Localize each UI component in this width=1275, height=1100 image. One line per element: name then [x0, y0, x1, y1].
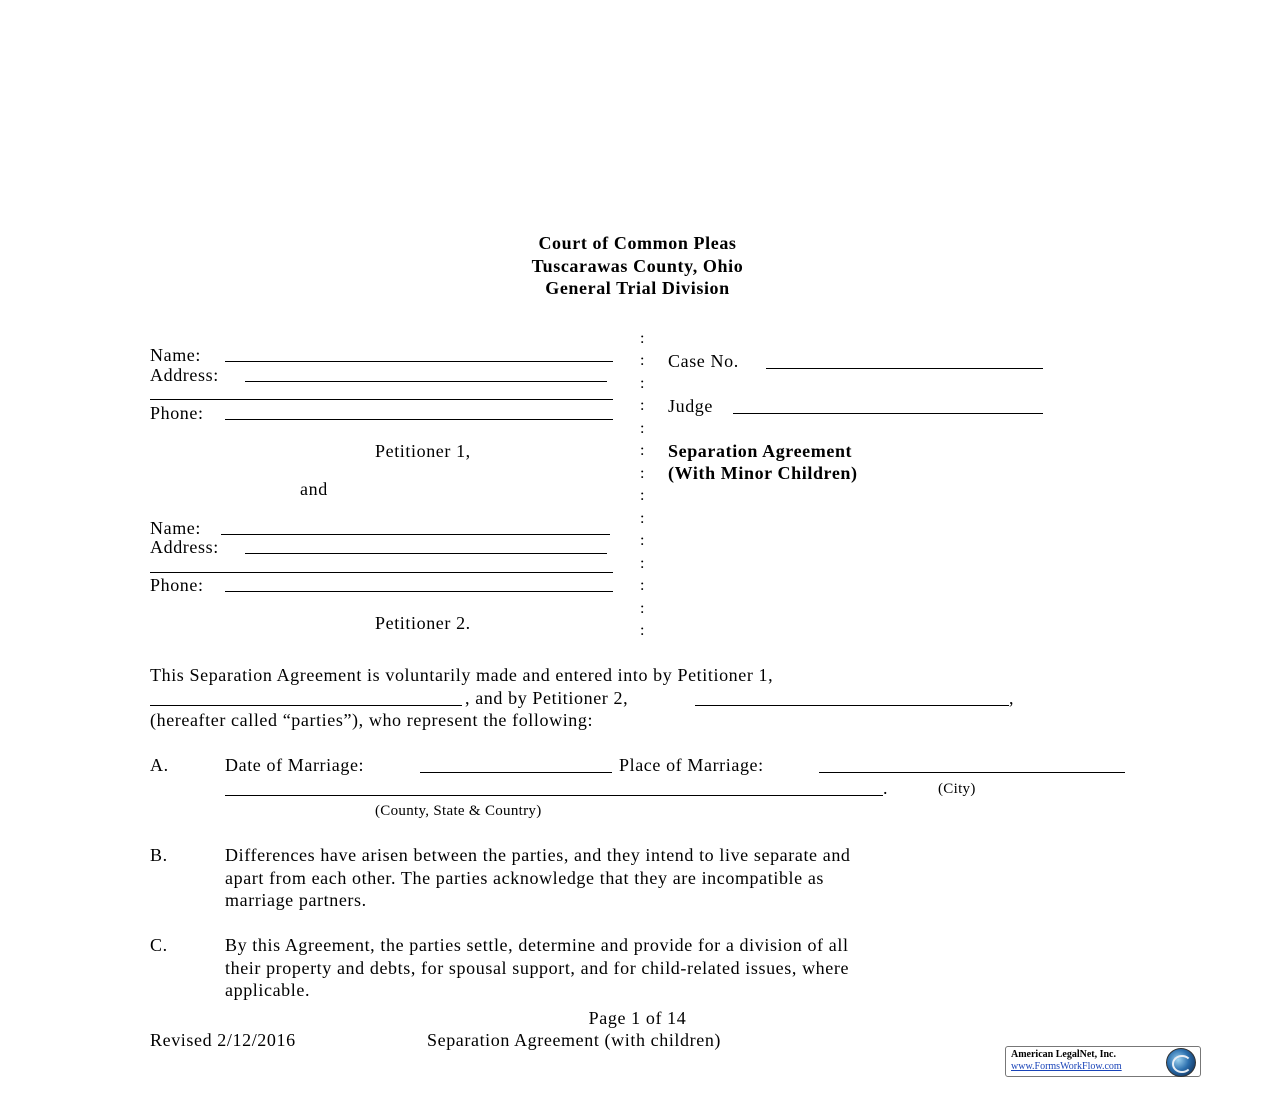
- globe-icon: [1166, 1048, 1196, 1077]
- section-c-line-1: By this Agreement, the parties settle, determine and provide for a division of all: [225, 935, 849, 955]
- party-1-address-field[interactable]: [245, 381, 607, 382]
- intro-line-2-mid: , and by Petitioner 2,: [465, 688, 629, 708]
- case-no-label: Case No.: [668, 351, 739, 371]
- document-subtitle: (With Minor Children): [668, 463, 858, 483]
- section-c-line-2: their property and debts, for spousal support, and for child-related issues, where: [225, 958, 850, 978]
- separator-colon: :: [640, 330, 645, 347]
- revised-date: Revised 2/12/2016: [150, 1030, 296, 1050]
- city-note: (City): [938, 781, 976, 797]
- intro-line-3: (hereafter called “parties”), who represent the following:: [150, 710, 594, 730]
- marriage-location-field[interactable]: [225, 795, 883, 796]
- document-title: Separation Agreement: [668, 441, 853, 461]
- separator-colon: :: [640, 465, 645, 482]
- county-state-country-note: (County, State & Country): [375, 803, 542, 819]
- legalnet-badge[interactable]: [1005, 1046, 1201, 1077]
- party-2-role: Petitioner 2.: [375, 613, 471, 633]
- party-1-phone-field[interactable]: [225, 419, 613, 420]
- separator-colon: :: [640, 420, 645, 437]
- intro-line-2-end: ,: [1009, 688, 1015, 708]
- section-b-letter: B.: [150, 845, 168, 865]
- separator-colon: :: [640, 622, 645, 639]
- court-name: Court of Common Pleas: [538, 233, 737, 253]
- section-c-letter: C.: [150, 935, 168, 955]
- party-1-address-line-2[interactable]: [150, 399, 613, 400]
- judge-field[interactable]: [733, 413, 1043, 414]
- party-1-address-label: Address:: [150, 365, 219, 385]
- county-name: Tuscarawas County, Ohio: [531, 256, 744, 276]
- section-a-letter: A.: [150, 755, 169, 775]
- section-c-line-3: applicable.: [225, 980, 311, 1000]
- petitioner-1-name-field[interactable]: [150, 705, 462, 706]
- separator-colon: :: [640, 510, 645, 527]
- party-1-name-label: Name:: [150, 345, 201, 365]
- footer-title: Separation Agreement (with children): [427, 1030, 722, 1050]
- separator-colon: :: [640, 532, 645, 549]
- section-b-line-3: marriage partners.: [225, 890, 367, 910]
- party-2-phone-field[interactable]: [225, 591, 613, 592]
- party-1-name-field[interactable]: [225, 361, 613, 362]
- judge-label: Judge: [668, 396, 713, 416]
- division-name: General Trial Division: [545, 278, 730, 298]
- separator-colon: :: [640, 352, 645, 369]
- separator-colon: :: [640, 487, 645, 504]
- party-2-name-field[interactable]: [221, 534, 610, 535]
- petitioner-2-name-field[interactable]: [695, 705, 1009, 706]
- section-b-line-2: apart from each other. The parties acknowledge that they are incompatible as: [225, 868, 825, 888]
- place-of-marriage-label: Place of Marriage:: [619, 755, 764, 775]
- date-of-marriage-field[interactable]: [420, 772, 612, 773]
- separator-colon: :: [640, 375, 645, 392]
- separator-colon: :: [640, 577, 645, 594]
- section-b-line-1: Differences have arisen between the parties, and they intend to live separate and: [225, 845, 851, 865]
- party-2-phone-label: Phone:: [150, 575, 204, 595]
- separator-colon: :: [640, 555, 645, 572]
- party-2-address-field[interactable]: [245, 553, 607, 554]
- separator-colon: :: [640, 442, 645, 459]
- place-of-marriage-field[interactable]: [819, 772, 1125, 773]
- party-1-phone-label: Phone:: [150, 403, 204, 423]
- case-no-field[interactable]: [766, 368, 1043, 369]
- party-2-name-label: Name:: [150, 518, 201, 538]
- separator-colon: :: [640, 600, 645, 617]
- conjunction-and: and: [300, 479, 328, 499]
- page-number: Page 1 of 14: [588, 1008, 687, 1028]
- party-2-address-label: Address:: [150, 537, 219, 557]
- badge-link[interactable]: www.FormsWorkFlow.com: [1011, 1061, 1122, 1072]
- separator-colon: :: [640, 397, 645, 414]
- badge-company: American LegalNet, Inc.: [1011, 1049, 1116, 1060]
- intro-line-1: This Separation Agreement is voluntarily made and entered into by Petitioner 1,: [150, 665, 774, 685]
- party-1-role: Petitioner 1,: [375, 441, 471, 461]
- location-period: .: [883, 778, 889, 798]
- party-2-address-line-2[interactable]: [150, 572, 613, 573]
- date-of-marriage-label: Date of Marriage:: [225, 755, 365, 775]
